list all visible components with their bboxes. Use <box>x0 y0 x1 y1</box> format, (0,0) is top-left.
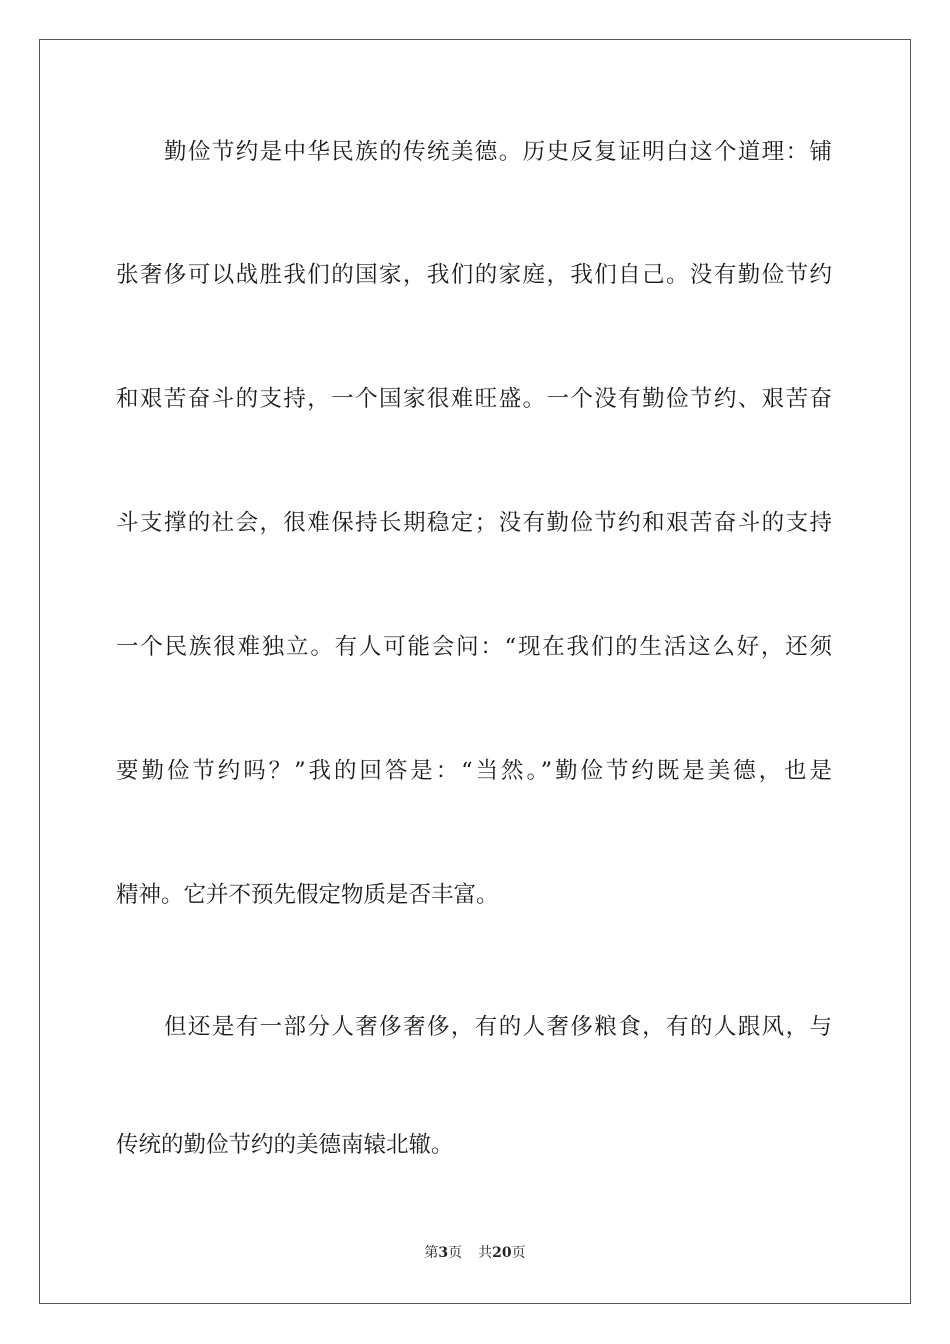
total-suffix: 页 <box>511 1245 526 1261</box>
text-line: 精神。它并不预先假定物质是否丰富。 <box>116 882 499 908</box>
page-prefix: 第 <box>424 1245 439 1261</box>
total-pages: 20 <box>492 1245 512 1261</box>
page-border <box>39 39 911 1304</box>
page-footer <box>0 1244 950 1262</box>
text-line: 张奢侈可以战胜我们的国家，我们的家庭，我们自己。没有勤俭节约 <box>116 262 832 288</box>
text-line: 和艰苦奋斗的支持，一个国家很难旺盛。一个没有勤俭节约、艰苦奋 <box>116 386 832 412</box>
text-line: 传统的勤俭节约的美德南辕北辙。 <box>116 1132 454 1158</box>
total-prefix: 共 <box>478 1245 493 1261</box>
text-line: 勤俭节约是中华民族的传统美德。历史反复证明白这个道理：铺 <box>164 139 832 165</box>
text-line: 但还是有一部分人奢侈奢侈，有的人奢侈粮食，有的人跟风，与 <box>164 1014 832 1040</box>
page-number: 3 <box>438 1245 449 1261</box>
text-line: 一个民族很难独立。有人可能会问：“现在我们的生活这么好，还须 <box>116 634 832 660</box>
text-line: 斗支撑的社会，很难保持长期稳定；没有勤俭节约和艰苦奋斗的支持 <box>116 510 832 536</box>
page-suffix: 页 <box>448 1245 463 1261</box>
text-line: 要勤俭节约吗？”我的回答是：“当然。”勤俭节约既是美德，也是 <box>116 758 832 784</box>
